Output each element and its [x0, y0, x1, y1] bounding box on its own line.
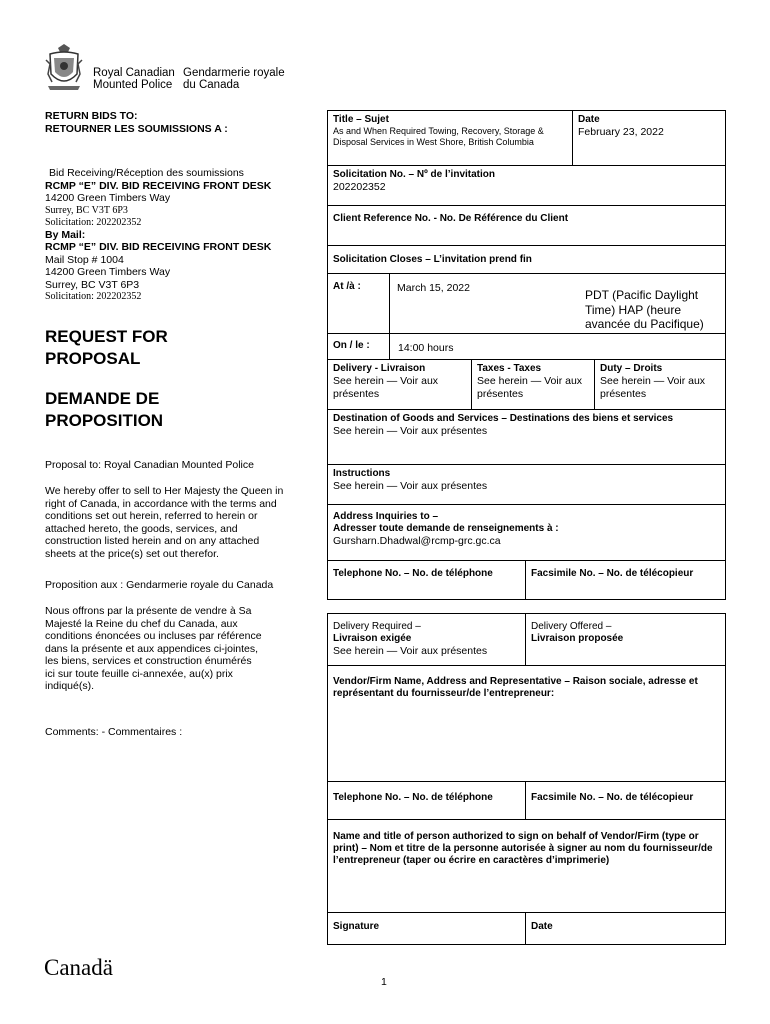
taxes-cell	[471, 359, 595, 410]
vendor-telephone-label: Telephone No. – No. de téléphone	[333, 792, 493, 803]
request-for-proposal-title	[45, 326, 168, 370]
front-desk-line: RCMP “E” DIV. BID RECEIVING FRONT DESK	[45, 241, 272, 253]
front-desk-line: RCMP “E” DIV. BID RECEIVING FRONT DESK	[45, 179, 272, 192]
agency-en-line-1: Royal Canadian	[93, 67, 175, 79]
on-value-cell	[389, 333, 726, 360]
title-cell	[327, 110, 573, 166]
offre-line: Majesté la Reine du chef du Canada, aux	[45, 617, 238, 630]
rfp-line-2: PROPOSAL	[45, 349, 141, 368]
taxes-value: See herein — Voir aux présentes	[477, 375, 583, 400]
signature-date-cell[interactable]	[525, 912, 726, 945]
title-value: As and When Required Towing, Recovery, Storage & Disposal Services in West Shore, British Columbia	[333, 126, 544, 147]
duty-label: Duty – Droits	[600, 363, 663, 374]
client-reference-label: Client Reference No. - No. De Référence du Client	[333, 213, 569, 224]
offer-line: sheets at the price(s) set out therefor.	[45, 547, 219, 560]
offre-paragraph	[45, 605, 315, 693]
date-cell	[572, 110, 726, 166]
date-label: Date	[578, 114, 600, 125]
solicitation-line: Solicitation: 202202352	[45, 291, 142, 302]
ddp-line-1: DEMANDE DE	[45, 389, 160, 408]
inquiries-label-fr: Adresser toute demande de renseignements à :	[333, 523, 559, 534]
offer-line: right of Canada, in accordance with the terms and	[45, 497, 277, 510]
timezone-line: Time) HAP (heure	[585, 302, 682, 317]
signature-label: Signature	[333, 921, 380, 932]
mail-stop-line: Mail Stop # 1004	[45, 253, 124, 266]
authorized-name-label: Name and title of person authorized to sign on behalf of Vendor/Firm (type or print) – Nom et titre de la personne autorisée à signer au nom du fournisseur/de l’entrepreneur (taper ou écrire en caractères d’imprimerie)	[333, 831, 713, 866]
return-bids-heading	[45, 110, 228, 135]
proposition-aux: Proposition aux : Gendarmerie royale du Canada	[45, 579, 274, 591]
delivery-required-label-en: Delivery Required –	[333, 621, 421, 632]
by-mail-label: By Mail:	[45, 228, 86, 241]
destination-value: See herein — Voir aux présentes	[333, 425, 488, 437]
telephone-label: Telephone No. – No. de téléphone	[333, 568, 493, 579]
delivery-required-value: See herein — Voir aux présentes	[333, 645, 488, 657]
timezone-line: PDT (Pacific Daylight	[585, 288, 699, 302]
return-bids-fr: RETOURNER LES SOUMISSIONS A :	[45, 122, 228, 135]
offer-paragraph	[45, 485, 315, 560]
duty-cell	[594, 359, 726, 410]
vendor-telephone-cell[interactable]	[327, 781, 526, 820]
title-label: Title – Sujet	[333, 114, 389, 125]
offer-line: attached hereto, the goods, services, and	[45, 522, 238, 535]
offre-line: dans la présente et aux appendices ci-jointes,	[45, 642, 259, 655]
rfp-line-1: REQUEST FOR	[45, 327, 168, 346]
delivery-required-cell	[327, 613, 526, 666]
authorized-name-cell[interactable]	[327, 819, 726, 913]
offer-line: We hereby offer to sell to Her Majesty the Queen in	[45, 485, 284, 497]
delivery-offered-label-fr: Livraison proposée	[531, 633, 624, 644]
bid-receiving-address	[45, 167, 315, 303]
client-reference-cell	[327, 205, 726, 246]
comments-label: Comments: - Commentaires :	[45, 726, 183, 738]
solicitation-line: Solicitation: 202202352	[45, 216, 142, 228]
timezone-line: avancée du Pacifique)	[585, 317, 704, 331]
offre-line: indiqué(s).	[45, 680, 95, 692]
vendor-facsimile-cell[interactable]	[525, 781, 726, 820]
return-bids-en: RETURN BIDS TO:	[45, 110, 138, 122]
date-value: February 23, 2022	[578, 126, 664, 138]
signature-cell[interactable]	[327, 912, 526, 945]
telephone-cell	[327, 560, 526, 600]
instructions-value: See herein — Voir aux présentes	[333, 480, 488, 492]
duty-value: See herein — Voir aux présentes	[600, 375, 706, 400]
at-label: At /à :	[333, 281, 361, 292]
delivery-required-label-fr: Livraison exigée	[333, 633, 412, 644]
delivery-cell	[327, 359, 472, 410]
vendor-label: Vendor/Firm Name, Address and Representative – Raison sociale, adresse et représentant du fournisseur/de l’entrepreneur:	[333, 676, 698, 699]
solicitation-value: 202202352	[333, 181, 386, 193]
on-label-cell	[327, 333, 390, 360]
delivery-offered-label-en: Delivery Offered –	[531, 621, 612, 632]
demande-de-proposition-title	[45, 388, 163, 432]
offre-line: ici sur toute feuille ci-annexée, au(x) prix	[45, 667, 233, 680]
taxes-label: Taxes - Taxes	[477, 363, 542, 374]
closes-cell	[327, 245, 726, 274]
agency-fr-line-1: Gendarmerie royale	[183, 67, 285, 79]
delivery-offered-cell[interactable]	[525, 613, 726, 666]
close-date: March 15, 2022	[397, 282, 470, 294]
address-line: Surrey, BC V3T 6P3	[45, 278, 140, 291]
offer-line: construction listed herein and on any attached	[45, 535, 260, 547]
offre-line: les biens, services et construction énumérés	[45, 655, 252, 667]
on-label: On / le :	[333, 340, 370, 351]
offer-line: conditions set out herein, referred to herein or	[45, 510, 258, 522]
delivery-value: See herein — Voir aux présentes	[333, 375, 439, 400]
agency-name-fr	[183, 67, 285, 91]
instructions-cell	[327, 464, 726, 505]
canada-wordmark: Canadä	[44, 955, 113, 980]
at-value-cell	[389, 273, 726, 334]
agency-en-line-2: Mounted Police	[93, 79, 173, 91]
signature-date-label: Date	[531, 921, 553, 932]
address-line: 14200 Green Timbers Way	[45, 192, 171, 204]
address-line: Surrey, BC V3T 6P3	[45, 204, 128, 216]
inquiries-cell	[327, 504, 726, 561]
facsimile-label: Facsimile No. – No. de télécopieur	[531, 568, 694, 579]
facsimile-cell	[525, 560, 726, 600]
vendor-cell[interactable]	[327, 665, 726, 782]
timezone-note	[585, 288, 704, 332]
offre-line: Nous offrons par la présente de vendre à Sa	[45, 605, 252, 617]
agency-fr-line-2: du Canada	[183, 79, 240, 91]
closes-label: Solicitation Closes – L’invitation prend fin	[333, 254, 532, 265]
agency-name-en	[93, 67, 175, 91]
solicitation-cell	[327, 165, 726, 206]
page-number: 1	[381, 976, 387, 988]
destination-cell	[327, 409, 726, 465]
solicitation-label: Solicitation No. – Nº de l’invitation	[333, 169, 495, 180]
inquiries-email[interactable]: Gursharn.Dhadwal@rcmp-grc.gc.ca	[333, 535, 501, 547]
bid-receiving-label: Bid Receiving/Réception des soumissions	[49, 167, 244, 179]
delivery-label: Delivery - Livraison	[333, 363, 426, 374]
vendor-facsimile-label: Facsimile No. – No. de télécopieur	[531, 792, 694, 803]
rcmp-crest-logo	[44, 44, 84, 92]
address-line: 14200 Green Timbers Way	[45, 266, 171, 278]
ddp-line-2: PROPOSITION	[45, 411, 164, 430]
proposal-to: Proposal to: Royal Canadian Mounted Police	[45, 459, 254, 471]
at-label-cell	[327, 273, 390, 334]
destination-label: Destination of Goods and Services – Destinations des biens et services	[333, 413, 674, 424]
inquiries-label-en: Address Inquiries to –	[333, 511, 439, 522]
close-time: 14:00 hours	[398, 342, 454, 354]
offre-line: conditions énoncées ou incluses par référence	[45, 630, 262, 642]
instructions-label: Instructions	[333, 468, 391, 479]
